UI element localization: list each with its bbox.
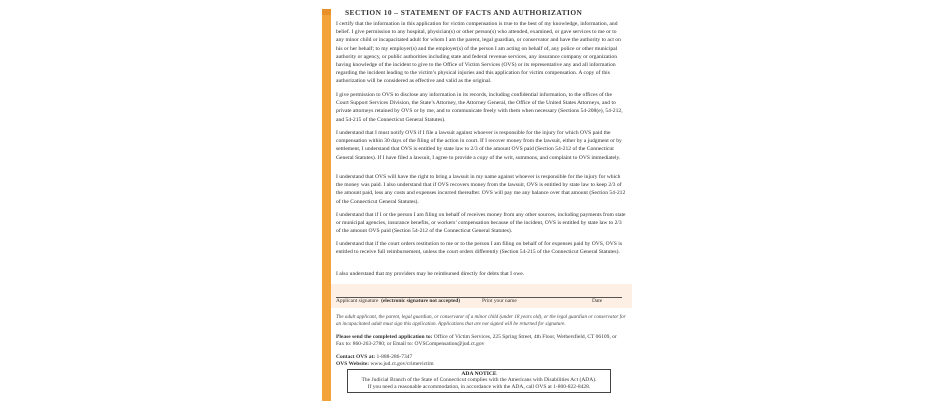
- ada-notice-line-2: If you need a reasonable accommodation, in accordance with the ADA, call OVS at 1-800-822-8428.: [367, 384, 591, 391]
- disclosure-paragraph: I give permission to OVS to disclose any information in its records, including confidential information, to the offices of the Court Support Services Division, the State’s Attorney, the Attorney General, the Office of the United States Attorneys, and to private attorneys retained by OVS or by me, and to communicate freely with them when necessary (Sections 54-208(e), 54-212, and 54-215 of the Connecticut General Statutes).: [336, 92, 623, 123]
- signature-area[interactable]: [331, 284, 632, 308]
- date-label: Date: [592, 298, 603, 304]
- ovs-lawsuit-rights-paragraph: I understand that OVS will have the right to bring a lawsuit in my name against whoever is responsible for the injury for which the money was paid. I also understand that if OVS recovers money from the lawsuit, OVS is entitled by state law to keep 2/3 of the amount paid, less any costs and expenses incurred thereafter. OVS will pay me any balance over that amount (Section 54-212 of the Connecticut General Statutes).: [336, 174, 626, 205]
- contact-phone-label: Contact OVS at:: [336, 354, 376, 360]
- other-sources-paragraph: I understand that if I or the person I am filing on behalf of receives money from any other sources, including payments from state or municipal agencies, insurance benefits, or workers’ compensation because of the incident, OVS is entitled by state law to 2/3 of the amount OVS paid (Section 54-212 of the Connecticut General Statutes).: [336, 212, 626, 235]
- ada-notice-title: ADA NOTICE: [461, 371, 497, 377]
- restitution-paragraph: I understand that if the court orders restitution to me or to the person I am filing on behalf of for expenses paid by OVS, OVS is entitled to receive full reimbursement, unless the court orders differently (Section 54-215 of the Connecticut General Statutes).: [336, 241, 622, 256]
- send-address: Office of Victim Services, 225 Spring Street, 4th Floor, Wethersfield, CT 06109, or Fax to: 860-263-2780; or Email to: OVSCompensation@jud.ct.gov: [336, 334, 617, 348]
- provider-reimbursement-paragraph: I also understand that my providers may be reimbursed directly for debts that I owe.: [336, 271, 525, 277]
- lawsuit-notification-paragraph: I understand that I must notify OVS if I file a lawsuit against whoever is responsible for the injury for which OVS paid the compensation within 30 days of the filing of the action in court. If I recover money from the lawsuit, either by a judgment or by settlement, I understand that OVS is entitled by state law to 2/3 of the amount OVS paid (Section 54-212 of the Connecticut General Statutes). If I have filed a lawsuit, I agree to provide a copy of the writ, summons, and complaint to OVS immediately.: [336, 130, 622, 161]
- website-label: OVS Website:: [336, 361, 370, 368]
- signature-requirement-note: The adult applicant, the parent, legal guardian, or conservator of a minor child (under 18 years old), or the legal guardian or conservator for an incapacitated adult must sign this application. Applications that are not signed will be returned for signature.: [336, 314, 626, 327]
- contact-info: [336, 354, 626, 368]
- send-label: Please send the completed application to:: [336, 334, 433, 340]
- mailing-instructions: [336, 334, 626, 349]
- print-name-label: Print your name: [482, 298, 517, 304]
- contact-phone: 1-888-286-7347: [375, 354, 413, 360]
- ada-notice-box: [347, 369, 611, 393]
- applicant-signature-label: Applicant signature (electronic signature not accepted): [336, 298, 461, 304]
- website-link[interactable]: www.jud.ct.gov/crimevictim: [369, 361, 434, 368]
- section-accent-cap: [322, 9, 331, 15]
- section-accent-bar: [322, 9, 331, 401]
- certification-paragraph: I certify that the information in this application for victim compensation is true to the best of my knowledge, information, and belief. I give permission to any hospital, physician(s) or other person(s) who attended, examined, or gave services to me or to any minor child or incapacitated adult for whom I am the parent, legal guardian, or conservator and have the authority to act on his or her behalf; to my employer(s) and the employer(s) of the person I am acting on behalf of, any police or other municipal authority or agency, or public authorities including state and federal revenue services, any insurance company or organization having knowledge of the incident to give to the Office of Victim Services (OVS) or its representative any and all information regarding the incident leading to the victim’s physical injuries and this application for victim compensation. A copy of this authorization will be considered as effective and valid as the original.: [336, 21, 621, 85]
- section-title: SECTION 10 – STATEMENT OF FACTS AND AUTHORIZATION: [345, 8, 583, 17]
- ada-notice-line-1: The Judicial Branch of the State of Connecticut complies with the Americans with Disabilities Act (ADA).: [361, 377, 597, 383]
- electronic-signature-note: (electronic signature not accepted): [381, 298, 461, 304]
